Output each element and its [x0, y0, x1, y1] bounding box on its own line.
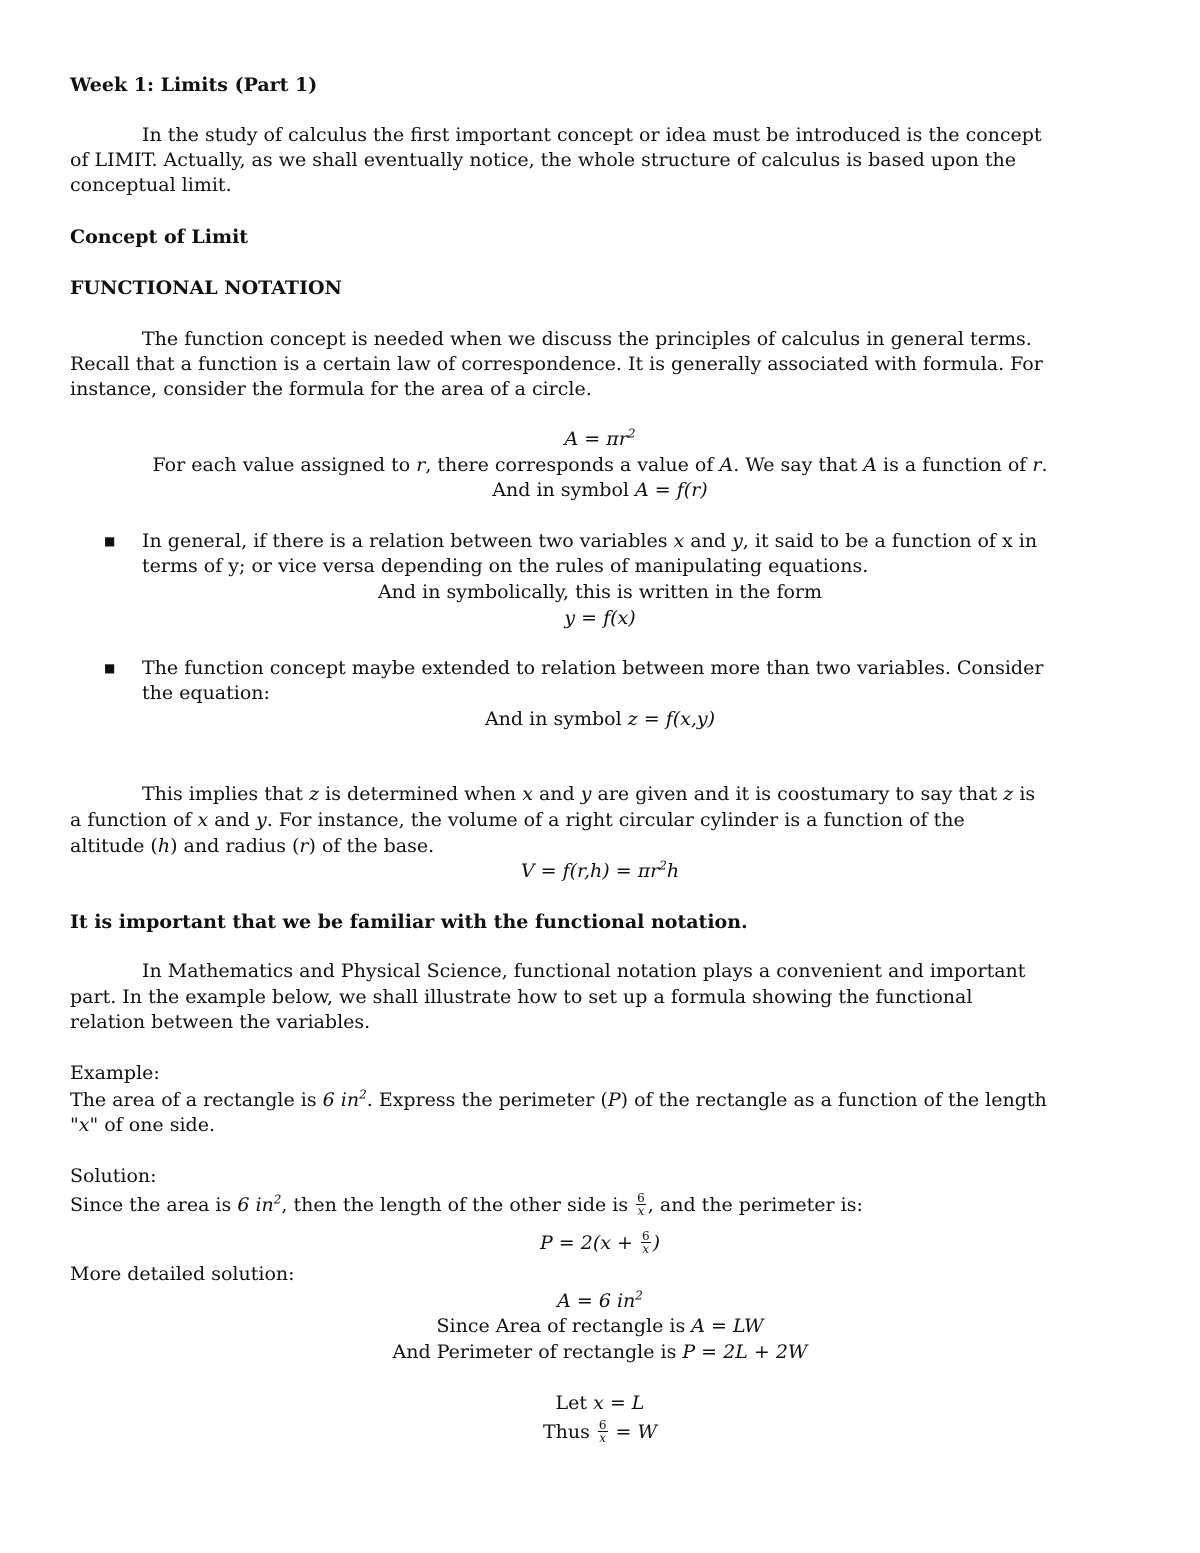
since-area-rectangle: Since Area of rectangle is A = LW [436, 1315, 764, 1337]
example-label: Example: [70, 1062, 160, 1084]
important-statement: It is important that we be familiar with the functional notation. [70, 911, 748, 933]
let-x-equals-l: Let x = L [555, 1392, 645, 1414]
math-para-line-2: part. In the example below, we shall illustrate how to set up a formula showing the functional [70, 986, 973, 1008]
each-value-sentence: For each value assigned to r, there corresponds a value of A. We say that A is a function of r. [152, 454, 1048, 476]
equation-area-6in2: A = 6 $in^2$ [557, 1288, 643, 1312]
implies-line-1: This implies that z is determined when x and y are given and it is coostumary to say that z is [142, 783, 1036, 805]
equation-perimeter: P = 2(x + $\frac{6}{x}$ ) [539, 1228, 661, 1256]
solution-label: Solution: [70, 1165, 157, 1187]
in-symbol-area-function: And in symbol A = f(r) [492, 479, 708, 501]
thus-6-over-x-equals-w: Thus $\frac{6}{x}$ = W [542, 1417, 658, 1445]
implies-line-2: a function of x and y. For instance, the volume of a right circular cylinder is a function of the [70, 809, 965, 831]
equation-area-circle: $A = \pi r^2$ [564, 426, 636, 450]
bullet-2-line-1: The function concept maybe extended to relation between more than two variables. Consider [142, 657, 1044, 679]
bullet-marker: ■ [104, 534, 116, 548]
bullet-1-line-1: In general, if there is a relation between two variables x and y, it said to be a function of x in [142, 530, 1038, 552]
math-para-line-1: In Mathematics and Physical Science, functional notation plays a convenient and important [142, 960, 1026, 982]
page-title: Week 1: Limits (Part 1) [70, 74, 318, 96]
example-line-2: "x" of one side. [70, 1114, 215, 1136]
func-para-line-2: Recall that a function is a certain law of correspondence. It is generally associated with formula. For [70, 353, 1043, 375]
implies-line-3: altitude (h) and radius (r) of the base. [70, 835, 435, 857]
intro-line-3: conceptual limit. [70, 174, 232, 196]
fraction-6-over-x: $\frac{6}{x}$ [641, 1228, 650, 1256]
heading-functional-notation: FUNCTIONAL NOTATION [70, 277, 342, 299]
more-detailed-label: More detailed solution: [70, 1263, 295, 1285]
bullet-1-line-2: terms of y; or vice versa depending on the rules of manipulating equations. [142, 555, 869, 577]
intro-line-2: of LIMIT. Actually, as we shall eventually notice, the whole structure of calculus is based upon the [70, 149, 1017, 171]
intro-line-1: In the study of calculus the first important concept or idea must be introduced is the concept [142, 124, 1042, 146]
func-para-line-1: The function concept is needed when we discuss the principles of calculus in general terms. [142, 328, 1032, 350]
bullet-1-line-3: And in symbolically, this is written in the form [377, 581, 823, 603]
fraction-6-over-x: $\frac{6}{x}$ [598, 1417, 607, 1445]
fraction-6-over-x: $\frac{6}{x}$ [637, 1190, 645, 1218]
and-perimeter-rectangle: And Perimeter of rectangle is P = 2L + 2W [392, 1341, 808, 1363]
heading-concept-of-limit: Concept of Limit [70, 226, 249, 248]
math-para-line-3: relation between the variables. [70, 1011, 371, 1033]
func-para-line-3: instance, consider the formula for the area of a circle. [70, 378, 592, 400]
bullet-marker: ■ [104, 661, 116, 675]
example-line-1: The area of a rectangle is 6 $in^2$. Express the perimeter (P) of the rectangle as a function of the length [70, 1087, 1047, 1111]
equation-volume: $V = f(r,h) = \pi r^2h$ [520, 858, 680, 882]
equation-y-fx: y = f(x) [564, 607, 636, 629]
solution-line-1: Since the area is 6 $in^2$, then the length of the other side is $\frac{6}{x}$ , and the perimeter is: [70, 1190, 863, 1218]
bullet-2-line-2: the equation: [142, 682, 270, 704]
equation-z-fxy: And in symbol z = f(x,y) [484, 708, 716, 730]
